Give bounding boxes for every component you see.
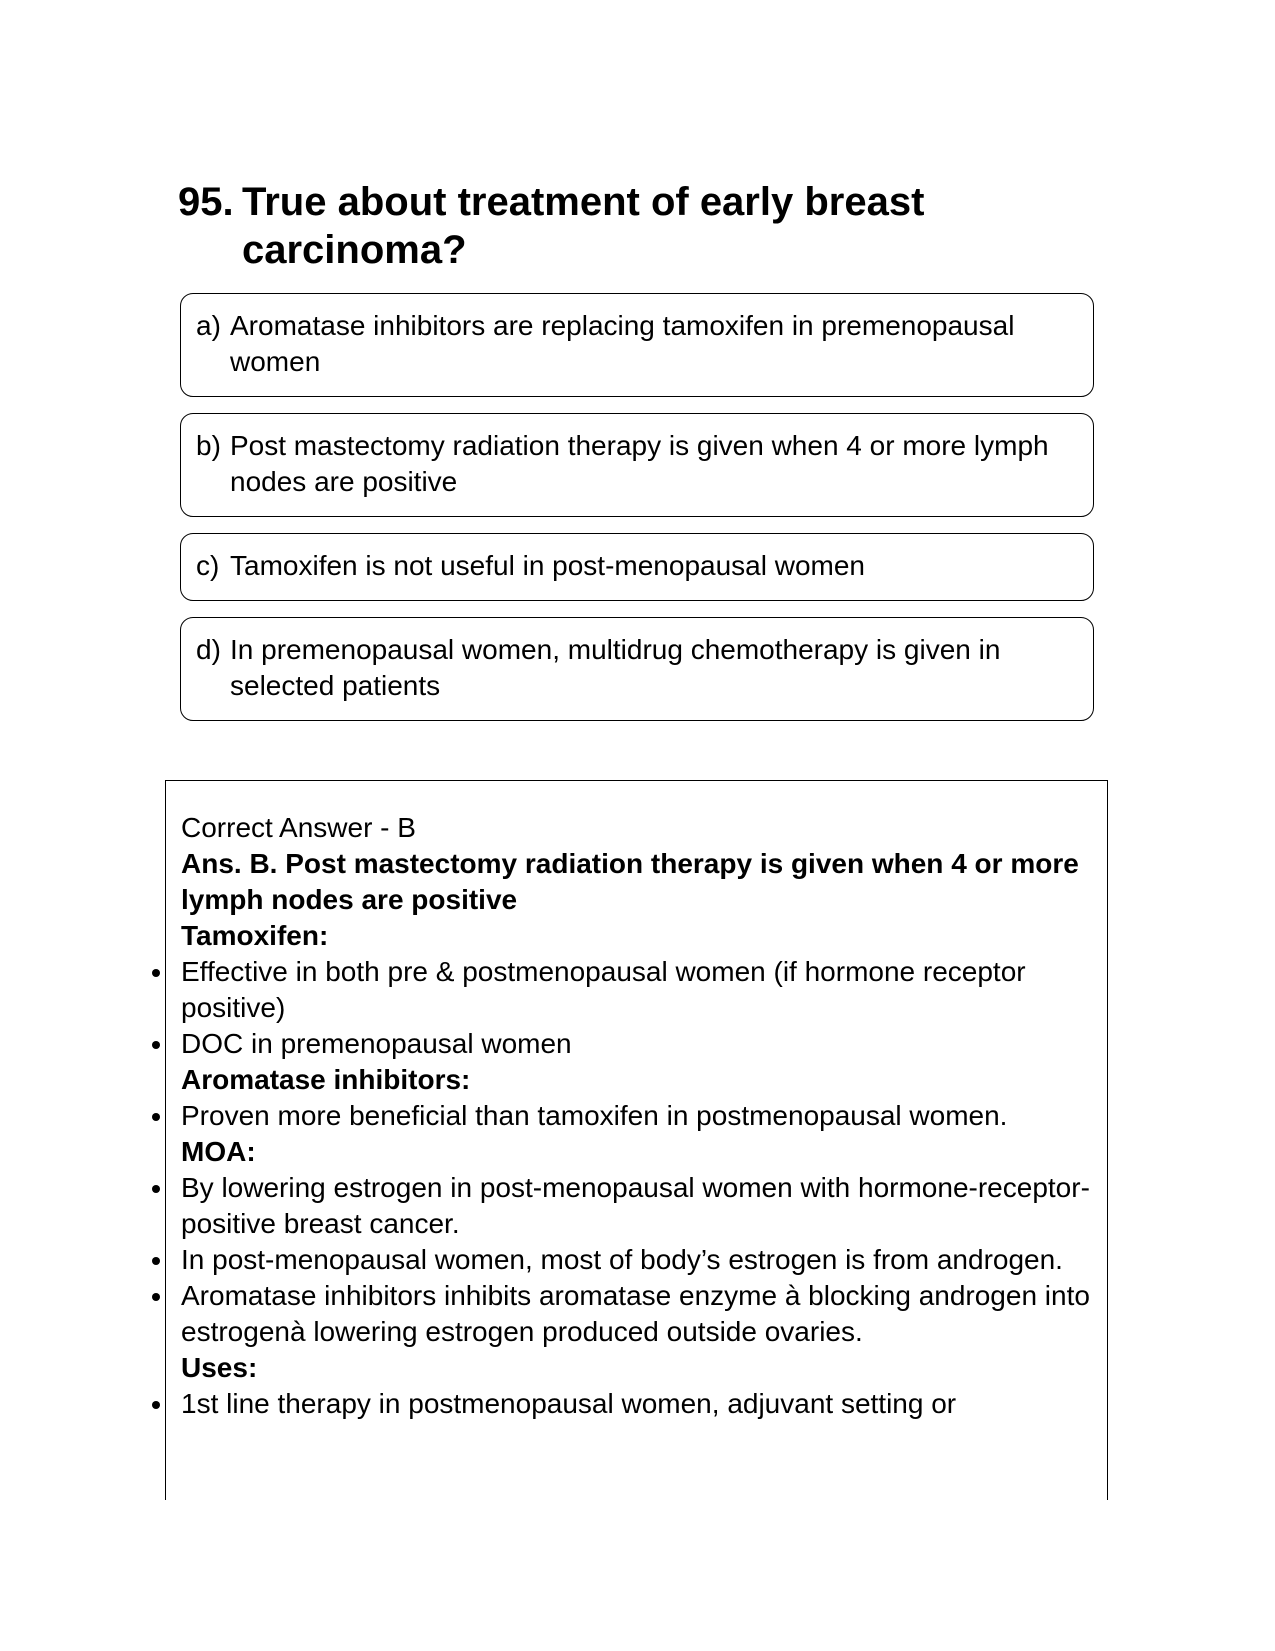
moa-heading: MOA: — [181, 1136, 256, 1167]
tamoxifen-list — [181, 954, 1091, 1062]
answer-explanation — [181, 810, 1091, 1422]
list-item: Aromatase inhibitors inhibits aromatase enzyme à blocking androgen into estrogenà lowering estrogen produced outside ovaries. — [181, 1278, 1091, 1350]
question-number: 95. — [178, 180, 234, 224]
moa-list — [181, 1170, 1091, 1350]
correct-answer-line: Correct Answer - B — [181, 812, 416, 843]
option-letter: b) — [196, 430, 221, 461]
list-item: By lowering estrogen in post-menopausal women with hormone-receptor-positive breast cancer. — [181, 1170, 1091, 1242]
aromatase-list — [181, 1098, 1091, 1134]
option-text: In premenopausal women, multidrug chemotherapy is given in selected patients — [230, 634, 1001, 701]
option-letter: a) — [196, 310, 221, 341]
option-d[interactable] — [180, 617, 1094, 721]
list-item: Proven more beneficial than tamoxifen in postmenopausal women. — [181, 1098, 1091, 1134]
option-a[interactable] — [180, 293, 1094, 397]
option-letter: c) — [196, 550, 220, 581]
question-text: True about treatment of early breast carcinoma? — [242, 180, 925, 272]
question-heading — [178, 178, 1078, 274]
answer-heading: Ans. B. Post mastectomy radiation therapy is given when 4 or more lymph nodes are positive — [181, 848, 1079, 915]
list-item: Effective in both pre & postmenopausal women (if hormone receptor positive) — [181, 954, 1091, 1026]
option-letter: d) — [196, 634, 221, 665]
list-item: In post-menopausal women, most of body’s estrogen is from androgen. — [181, 1242, 1091, 1278]
uses-list — [181, 1386, 1091, 1422]
uses-heading: Uses: — [181, 1352, 258, 1383]
option-b[interactable] — [180, 413, 1094, 517]
tamoxifen-heading: Tamoxifen: — [181, 920, 329, 951]
aromatase-heading: Aromatase inhibitors: — [181, 1064, 471, 1095]
option-text: Aromatase inhibitors are replacing tamoxifen in premenopausal women — [230, 310, 1015, 377]
option-text: Tamoxifen is not useful in post-menopausal women — [230, 550, 866, 581]
list-item: 1st line therapy in postmenopausal women, adjuvant setting or — [181, 1386, 1091, 1422]
option-c[interactable] — [180, 533, 1094, 601]
list-item: DOC in premenopausal women — [181, 1026, 1091, 1062]
option-text: Post mastectomy radiation therapy is given when 4 or more lymph nodes are positive — [230, 430, 1049, 497]
